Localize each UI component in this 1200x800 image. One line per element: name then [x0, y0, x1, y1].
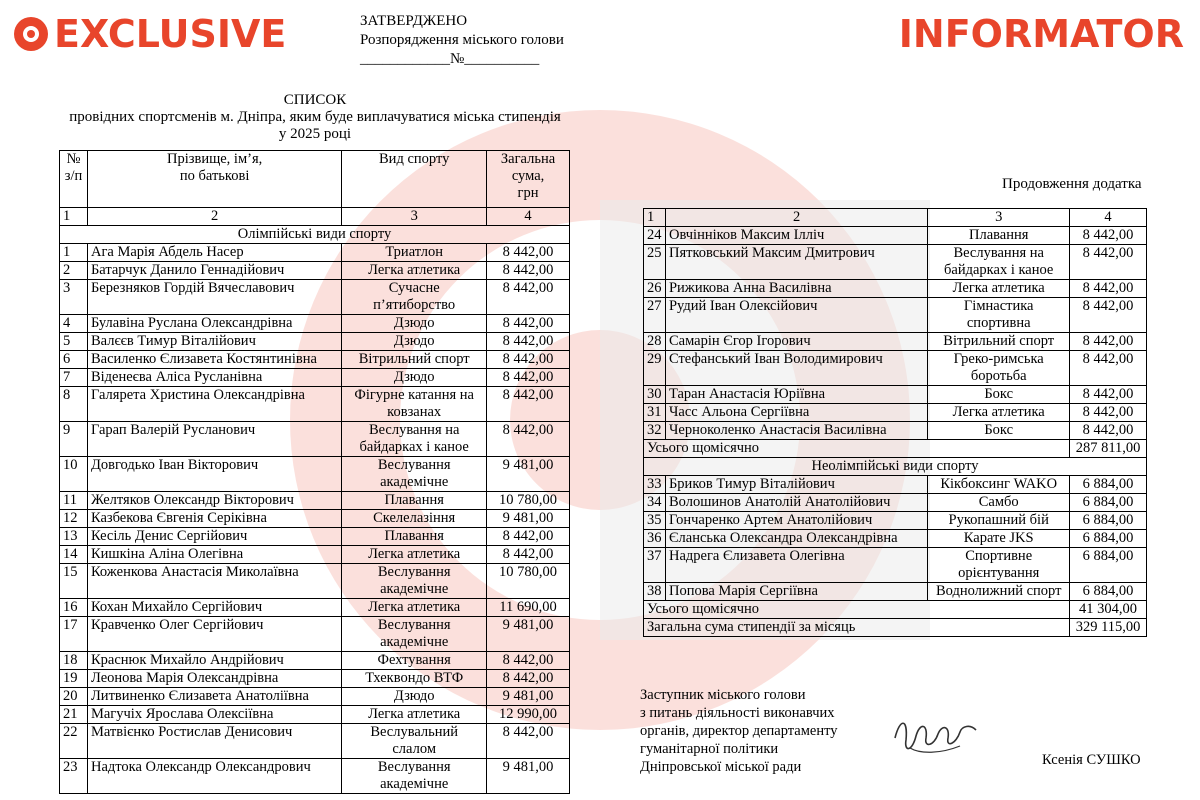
header-sport: Вид спорту: [342, 151, 487, 208]
row-number: 32: [644, 422, 666, 440]
signature-line-2: з питань діяльності виконавчих: [640, 705, 835, 721]
row-sum: 8 442,00: [487, 422, 570, 457]
row-number: 31: [644, 404, 666, 422]
index-cell: 3: [928, 209, 1070, 227]
section-nonolympic-row: [644, 458, 1147, 476]
row-name: Валєєв Тимур Віталійович: [87, 333, 341, 351]
exclusive-logo: [14, 12, 286, 56]
row-sum: 6 884,00: [1070, 512, 1147, 530]
row-number: 20: [60, 688, 88, 706]
row-sum: 8 442,00: [1070, 351, 1147, 386]
row-sum: 6 884,00: [1070, 530, 1147, 548]
section-row-olympic: [60, 226, 570, 244]
row-number: 25: [644, 245, 666, 280]
signature-line-5: Дніпровської міської ради: [640, 759, 802, 775]
row-sport: Дзюдо: [342, 315, 487, 333]
row-sum: 8 442,00: [1070, 245, 1147, 280]
row-sport: Легка атлетика: [342, 546, 487, 564]
row-name: Матвієнко Ростислав Денисович: [87, 724, 341, 759]
row-number: 8: [60, 387, 88, 422]
row-sport: Спортивне орієнтування: [928, 548, 1070, 583]
table-row: [644, 422, 1147, 440]
row-sum: 8 442,00: [1070, 386, 1147, 404]
row-name: Стефанський Іван Володимирович: [665, 351, 927, 386]
row-sum: 8 442,00: [487, 546, 570, 564]
row-sum: 8 442,00: [487, 670, 570, 688]
row-sum: 6 884,00: [1070, 583, 1147, 601]
row-sport: Веслування академічне: [342, 617, 487, 652]
row-number: 26: [644, 280, 666, 298]
stipend-table-right: [643, 208, 1147, 637]
row-sum: 9 481,00: [487, 759, 570, 794]
row-name: Василенко Єлизавета Костянтинівна: [87, 351, 341, 369]
row-number: 24: [644, 227, 666, 245]
row-sport: Легка атлетика: [928, 404, 1070, 422]
row-name: Коженкова Анастасія Миколаївна: [87, 564, 341, 599]
row-sum: 12 990,00: [487, 706, 570, 724]
row-sport: Сучасне п’ятиборство: [342, 280, 487, 315]
row-name: Ага Марія Абдель Насер: [87, 244, 341, 262]
row-sport: Легка атлетика: [342, 706, 487, 724]
table-row: [644, 476, 1147, 494]
header-name: Прізвище, ім’я, по батькові: [87, 151, 341, 208]
row-sum: 8 442,00: [487, 724, 570, 759]
index-cell: 1: [60, 208, 88, 226]
row-number: 21: [60, 706, 88, 724]
row-sport: Плавання: [342, 492, 487, 510]
row-sport: Легка атлетика: [928, 280, 1070, 298]
row-name: Надрега Єлизавета Олегівна: [665, 548, 927, 583]
index-cell: 3: [342, 208, 487, 226]
row-sum: 6 884,00: [1070, 494, 1147, 512]
row-sport: Воднолижний спорт: [928, 583, 1070, 601]
row-sport: Скелелазіння: [342, 510, 487, 528]
row-number: 3: [60, 280, 88, 315]
row-number: 2: [60, 262, 88, 280]
row-number: 18: [60, 652, 88, 670]
row-number: 1: [60, 244, 88, 262]
handwritten-signature-icon: [890, 708, 980, 760]
row-sport: Кікбоксинг WAKO: [928, 476, 1070, 494]
row-sport: Греко-римська боротьба: [928, 351, 1070, 386]
row-sum: 8 442,00: [1070, 298, 1147, 333]
row-name: Магучіх Ярослава Олексіївна: [87, 706, 341, 724]
table-row: [60, 688, 570, 706]
row-number: 37: [644, 548, 666, 583]
row-name: Часс Альона Сергіївна: [665, 404, 927, 422]
approval-stamp: [360, 12, 564, 69]
section-nonolympic: Неолімпійські види спорту: [644, 458, 1147, 476]
row-number: 29: [644, 351, 666, 386]
row-number: 15: [60, 564, 88, 599]
table-row: [60, 546, 570, 564]
row-name: Черноколенко Анастасія Василівна: [665, 422, 927, 440]
row-number: 12: [60, 510, 88, 528]
title-line-1: СПИСОК: [283, 92, 347, 108]
row-sport: Триатлон: [342, 244, 487, 262]
row-name: Овчіннiков Максим Ілліч: [665, 227, 927, 245]
row-sum: 9 481,00: [487, 510, 570, 528]
row-number: 17: [60, 617, 88, 652]
row-sum: 8 442,00: [487, 280, 570, 315]
row-sum: 8 442,00: [487, 652, 570, 670]
row-sum: 10 780,00: [487, 564, 570, 599]
row-sport: Веслування академічне: [342, 564, 487, 599]
table-row: [644, 298, 1147, 333]
table-row: [60, 262, 570, 280]
row-name: Краснюк Михайло Андрійович: [87, 652, 341, 670]
row-sport: Бокс: [928, 422, 1070, 440]
row-name: Бриков Тимур Віталійович: [665, 476, 927, 494]
row-name: Віденеєва Аліса Русланівна: [87, 369, 341, 387]
row-sport: Тхеквондо ВТФ: [342, 670, 487, 688]
row-sport: Плавання: [342, 528, 487, 546]
row-number: 11: [60, 492, 88, 510]
grand-total-label: Загальна сума стипендії за місяць: [644, 619, 1070, 637]
table-row: [644, 351, 1147, 386]
row-name: Кохан Михайло Сергійович: [87, 599, 341, 617]
table-row: [60, 369, 570, 387]
row-sport: Легка атлетика: [342, 262, 487, 280]
row-number: 34: [644, 494, 666, 512]
index-row: [644, 209, 1147, 227]
table-row: [60, 706, 570, 724]
row-name: Єланська Олександра Олександрівна: [665, 530, 927, 548]
nonolympic-total-label: Усього щомісячно: [644, 601, 1070, 619]
row-name: Рудий Іван Олексійович: [665, 298, 927, 333]
row-name: Булавіна Руслана Олександрівна: [87, 315, 341, 333]
signer-name: Ксенія СУШКО: [1042, 752, 1141, 768]
row-number: 33: [644, 476, 666, 494]
table-row: [60, 670, 570, 688]
row-number: 19: [60, 670, 88, 688]
nonolympic-total: [644, 601, 1147, 619]
row-sport: Фехтування: [342, 652, 487, 670]
row-sum: 9 481,00: [487, 617, 570, 652]
table-row: [644, 245, 1147, 280]
signature-line-4: гуманітарної політики: [640, 741, 779, 757]
row-sport: Веслувальний слалом: [342, 724, 487, 759]
index-cell: 1: [644, 209, 666, 227]
table-row: [644, 583, 1147, 601]
row-sport: Бокс: [928, 386, 1070, 404]
stipend-table-left: [59, 150, 570, 794]
index-cell: 4: [1070, 209, 1147, 227]
table-row: [60, 510, 570, 528]
signature-line-3: органів, директор департаменту: [640, 723, 838, 739]
continuation-label: Продовження додатка: [1002, 176, 1142, 192]
table-row: [644, 548, 1147, 583]
row-sport: Рукопашний бій: [928, 512, 1070, 530]
table-row: [60, 724, 570, 759]
row-name: Галярета Христина Олександрівна: [87, 387, 341, 422]
olympic-total-value: 287 811,00: [1070, 440, 1147, 458]
nonolympic-total-value: 41 304,00: [1070, 601, 1147, 619]
document-title: [60, 92, 570, 143]
table-row: [60, 244, 570, 262]
row-name: Желтяков Олександр Вікторович: [87, 492, 341, 510]
row-sum: 8 442,00: [1070, 422, 1147, 440]
table-row: [60, 351, 570, 369]
title-line-2: провідних спортсменів м. Дніпра, яким буде виплачуватися міська стипендія: [69, 109, 561, 125]
row-name: Попова Марія Сергіївна: [665, 583, 927, 601]
table-row: [60, 564, 570, 599]
table-row: [60, 599, 570, 617]
row-sum: 8 442,00: [487, 315, 570, 333]
row-sum: 8 442,00: [487, 351, 570, 369]
row-name: Кишкіна Аліна Олегівна: [87, 546, 341, 564]
section-olympic: Олімпійські види спорту: [60, 226, 570, 244]
index-cell: 2: [87, 208, 341, 226]
table-row: [644, 333, 1147, 351]
row-sport: Вітрильний спорт: [342, 351, 487, 369]
informator-logo: INFORMATOR: [898, 12, 1184, 56]
index-row: [60, 208, 570, 226]
row-sport: Веслування на байдарках і каное: [342, 422, 487, 457]
row-sport: Плавання: [928, 227, 1070, 245]
table-row: [644, 512, 1147, 530]
row-sum: 8 442,00: [1070, 404, 1147, 422]
row-sport: Веслування на байдарках і каное: [928, 245, 1070, 280]
row-sport: Фігурне катання на ковзанах: [342, 387, 487, 422]
row-name: Березняков Гордій Вячеславович: [87, 280, 341, 315]
row-name: Рижикова Анна Василівна: [665, 280, 927, 298]
row-number: 7: [60, 369, 88, 387]
row-number: 6: [60, 351, 88, 369]
row-sum: 8 442,00: [487, 244, 570, 262]
olympic-total-label: Усього щомісячно: [644, 440, 1070, 458]
row-name: Гончаренко Артем Анатолійович: [665, 512, 927, 530]
row-name: Батарчук Данило Геннадійович: [87, 262, 341, 280]
row-number: 16: [60, 599, 88, 617]
row-number: 27: [644, 298, 666, 333]
row-sport: Дзюдо: [342, 369, 487, 387]
row-sum: 8 442,00: [487, 387, 570, 422]
row-sum: 6 884,00: [1070, 476, 1147, 494]
row-number: 35: [644, 512, 666, 530]
exclusive-logo-text: EXCLUSIVE: [54, 12, 287, 56]
row-name: Пятковський Максим Дмитрович: [665, 245, 927, 280]
table-row: [644, 494, 1147, 512]
row-number: 10: [60, 457, 88, 492]
row-sum: 8 442,00: [1070, 333, 1147, 351]
row-sport: Самбо: [928, 494, 1070, 512]
header-num: № з/п: [60, 151, 88, 208]
row-name: Самарін Єгор Ігорович: [665, 333, 927, 351]
row-name: Довгодько Іван Вікторович: [87, 457, 341, 492]
row-sport: Гімнастика спортивна: [928, 298, 1070, 333]
table-row: [60, 387, 570, 422]
row-sum: 8 442,00: [487, 262, 570, 280]
row-sum: 8 442,00: [487, 333, 570, 351]
row-number: 23: [60, 759, 88, 794]
index-cell: 2: [665, 209, 927, 227]
row-name: Волошинов Анатолій Анатолійович: [665, 494, 927, 512]
row-number: 4: [60, 315, 88, 333]
row-sum: 11 690,00: [487, 599, 570, 617]
table-row: [60, 422, 570, 457]
row-name: Таран Анастасія Юріївна: [665, 386, 927, 404]
exclusive-logo-icon: [14, 17, 48, 51]
olympic-total: [644, 440, 1147, 458]
approved-line-3: ____________№__________: [360, 51, 540, 67]
table-row: [60, 280, 570, 315]
row-name: Литвиненко Єлизавета Анатоліївна: [87, 688, 341, 706]
table-row: [60, 617, 570, 652]
row-number: 13: [60, 528, 88, 546]
row-sport: Дзюдо: [342, 688, 487, 706]
table-row: [644, 386, 1147, 404]
title-line-3: у 2025 році: [278, 126, 352, 142]
table-row: [60, 457, 570, 492]
table-header-row: [60, 151, 570, 208]
table-row: [644, 404, 1147, 422]
approved-line-2: Розпорядження міського голови: [360, 32, 564, 48]
table-row: [644, 227, 1147, 245]
row-sport: Легка атлетика: [342, 599, 487, 617]
row-number: 28: [644, 333, 666, 351]
row-sum: 9 481,00: [487, 457, 570, 492]
row-sum: 6 884,00: [1070, 548, 1147, 583]
row-sport: Веслування академічне: [342, 457, 487, 492]
row-number: 30: [644, 386, 666, 404]
row-sum: 8 442,00: [1070, 227, 1147, 245]
grand-total-value: 329 115,00: [1070, 619, 1147, 637]
row-sport: Веслування академічне: [342, 759, 487, 794]
table-row: [644, 280, 1147, 298]
row-number: 9: [60, 422, 88, 457]
row-number: 22: [60, 724, 88, 759]
row-sum: 10 780,00: [487, 492, 570, 510]
table-row: [60, 528, 570, 546]
signature-block: [640, 686, 838, 776]
row-sport: Дзюдо: [342, 333, 487, 351]
row-sport: Вітрильний спорт: [928, 333, 1070, 351]
approved-line-1: ЗАТВЕРДЖЕНО: [360, 13, 468, 29]
row-number: 36: [644, 530, 666, 548]
row-number: 14: [60, 546, 88, 564]
row-name: Гарап Валерій Русланович: [87, 422, 341, 457]
row-name: Казбекова Євгенія Серіківна: [87, 510, 341, 528]
table-row: [60, 492, 570, 510]
table-row: [60, 315, 570, 333]
signature-line-1: Заступник міського голови: [640, 687, 806, 703]
row-sum: 8 442,00: [487, 369, 570, 387]
header-sum: Загальна сума, грн: [487, 151, 570, 208]
row-sum: 8 442,00: [487, 528, 570, 546]
table-row: [60, 759, 570, 794]
table-row: [60, 652, 570, 670]
row-sum: 8 442,00: [1070, 280, 1147, 298]
index-cell: 4: [487, 208, 570, 226]
row-name: Надтока Олександр Олександрович: [87, 759, 341, 794]
table-row: [60, 333, 570, 351]
grand-total: [644, 619, 1147, 637]
table-row: [644, 530, 1147, 548]
row-name: Кравченко Олег Сергійович: [87, 617, 341, 652]
row-sum: 9 481,00: [487, 688, 570, 706]
row-name: Кесіль Денис Сергійович: [87, 528, 341, 546]
row-number: 5: [60, 333, 88, 351]
row-number: 38: [644, 583, 666, 601]
row-name: Леонова Марія Олександрівна: [87, 670, 341, 688]
row-sport: Карате JKS: [928, 530, 1070, 548]
